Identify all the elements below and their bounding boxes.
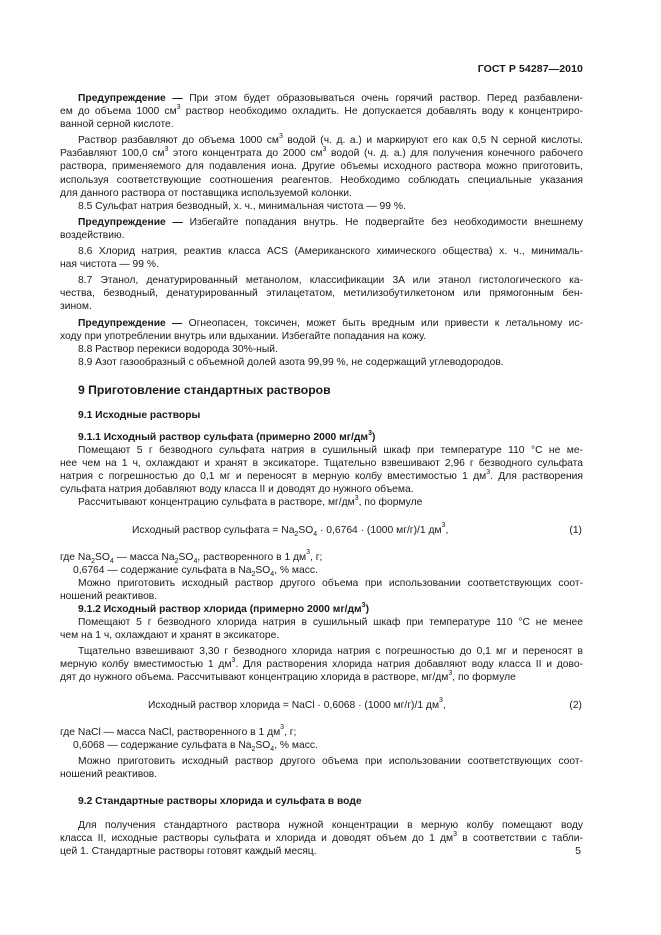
paragraph-line: Можно приготовить исходный раствор другого объема при использовании соответствующих соот-	[78, 755, 583, 767]
clause-8-5: 8.5 Сульфат натрия безводный, х. ч., минимальная чистота — 99 %.	[78, 200, 406, 212]
paragraph-line: Предупреждение — Огнеопасен, токсичен, может быть вредным или привести к летальному ис-	[78, 317, 583, 329]
clause-8-8: 8.8 Раствор перекиси водорода 30%-ный.	[78, 343, 278, 355]
formula-2-expression: Исходный раствор хлорида = NaCl · 0,6068 · (1000 мг/г)/1 $дм^3$,	[148, 697, 446, 711]
paragraph-line: ходу при употреблении внутрь или вдыхании. Избегайте попадания на кожу.	[60, 330, 427, 342]
warning-label: Предупреждение —	[78, 93, 183, 104]
paragraph-line: раствора, применяемого для подавления иона. Другие объемы исходного раствора можно приготовить,	[60, 161, 583, 173]
clause-8-6: 8.6 Хлорид натрия, реактив класса ACS (Американского химического общества) х. ч., минималь-	[78, 246, 583, 258]
paragraph-line: ношений реактивов.	[60, 768, 158, 780]
page-number: 5	[575, 845, 581, 857]
document-id-header: ГОСТ Р 54287—2010	[477, 63, 583, 75]
paragraph-line: класса II, исходные растворы сульфата и хлорида и доводят объем до 1 $дм^3$ в соответствии с табли-	[60, 830, 583, 845]
section-9-2-heading: 9.2 Стандартные растворы хлорида и сульфата в воде	[78, 796, 362, 808]
section-9-heading: 9 Приготовление стандартных растворов	[78, 382, 331, 397]
formula-1	[60, 524, 583, 537]
clause-8-7: 8.7 Этанол, денатурированный метанолом, классификации 3A или этанол гистологического ка-	[78, 275, 583, 287]
paragraph-line: мерную колбу вместимостью 1 $дм^3$. Для растворения хлорида натрия добавляют воду класса II и дово-	[60, 656, 583, 671]
paragraph-line: Помещают 5 г безводного хлорида натрия в сушильный шкаф при температуре 110 °С не менее	[78, 617, 583, 629]
paragraph-line: чества, безводный, денатурированный этилацетатом, метилизобутилкетоном или прямогонным бен-	[60, 288, 583, 300]
paragraph-line: ношений реактивов.	[60, 590, 158, 602]
clause-8-9: 8.9 Азот газообразный с объемной долей азота 99,99 %, не содержащий углеводородов.	[78, 356, 504, 368]
paragraph-line: Разбавляют 100,0 $см^3$ этого концентрата до 2000 $см^3$ водой (ч. д. а.) для получения конечного рабочего	[60, 145, 583, 160]
paragraph-line: нее чем на 1 ч, охлаждают и хранят в эксикаторе. Тщательно взвешивают 2,96 г безводного сульфата	[60, 458, 583, 470]
formula-1-number: (1)	[569, 524, 582, 536]
section-9-1-1-heading: 9.1.1 Исходный раствор сульфата (примерно 2000 $мг/дм^3$)	[78, 429, 376, 443]
paragraph-line: Помещают 5 г безводного сульфата натрия в сушильный шкаф при температуре 110 °С не ме-	[78, 445, 583, 457]
formula-legend-line: где $Na_2SO_4$ — масса $Na_2SO_4$, растворенного в 1 $дм^3$, г;	[60, 549, 323, 565]
paragraph-line: для данного раствора от поставщика используемой колонки.	[60, 187, 352, 199]
paragraph-line: ем до объема 1000 $см^3$ раствор необходимо охладить. Не допускается добавлять воду к концентриро-	[60, 103, 584, 118]
formula-2-number: (2)	[569, 699, 582, 711]
paragraph-line: сульфата натрия добавляют воду класса II и доводят до нужного объема.	[60, 484, 414, 496]
paragraph-line: чем на 1 ч, охлаждают и хранят в эксикаторе.	[60, 630, 280, 642]
paragraph-line: Рассчитывают концентрацию сульфата в растворе, $мг/дм^3$, по формуле	[78, 495, 423, 509]
paragraph-line: ванной серной кислоте.	[60, 119, 174, 131]
section-9-1-2-heading: 9.1.2 Исходный раствор хлорида (примерно 2000 $мг/дм^3$)	[78, 601, 370, 615]
formula-legend-line: 0,6764 — содержание сульфата в $Na_2SO_4$, % масс.	[73, 564, 318, 578]
document-body	[60, 92, 583, 858]
paragraph-line: воздействию.	[60, 229, 125, 241]
warning-label: Предупреждение —	[78, 317, 183, 329]
paragraph-line: Можно приготовить исходный раствор другого объема при использовании соответствующих соот-	[78, 577, 583, 589]
paragraph-line: Для получения стандартного раствора нужной концентрации в мерную колбу помещают воду	[78, 820, 583, 832]
paragraph-line: Предупреждение — При этом будет образовываться очень горячий раствор. Перед разбавлени-	[78, 93, 583, 104]
warning-label: Предупреждение —	[78, 216, 183, 228]
paragraph-line: зином.	[60, 301, 92, 313]
paragraph-line: Предупреждение — Избегайте попадания внутрь. Не подвергайте без необходимости внешнему	[78, 216, 583, 228]
paragraph-line: дят до нужного объема. Рассчитывают концентрацию хлорида в растворе, $мг/дм^3$, по формуле	[60, 670, 516, 684]
paragraph-line: натрия с погрешностью до 0,1 мг и переносят в мерную колбу вместимостью 1 $дм^3$. Для растворения	[60, 468, 583, 483]
paragraph-line: Раствор разбавляют до объема 1000 $см^3$ водой (ч. д. а.) и маркируют его как 0,5 N серной кислоты.	[78, 132, 583, 147]
section-9-1-heading: 9.1 Исходные растворы	[78, 409, 201, 421]
formula-legend-line: 0,6068 — содержание сульфата в $Na_2SO_4$, % масс.	[73, 739, 318, 753]
paragraph-line: цей 1. Стандартные растворы готовят каждый месяц.	[60, 846, 317, 858]
paragraph-line: используя соответствующие соотношения реагентов. Необходимо соблюдать специальные указания	[60, 174, 583, 186]
paragraph-line: ная чистота — 99 %.	[60, 259, 159, 271]
paragraph-line: Тщательно взвешивают 3,30 г безводного хлорида натрия с погрешностью до 0,1 мг и переносят в	[78, 646, 583, 658]
formula-legend-line: где NaCl — масса NaCl, растворенного в 1 $дм^3$, г;	[60, 724, 297, 738]
formula-1-expression: Исходный раствор сульфата = $Na_2SO_4 \cdot 0,6764 \cdot (1000$ мг/г)/1 $дм^3$,	[132, 522, 449, 538]
formula-2	[60, 699, 583, 712]
